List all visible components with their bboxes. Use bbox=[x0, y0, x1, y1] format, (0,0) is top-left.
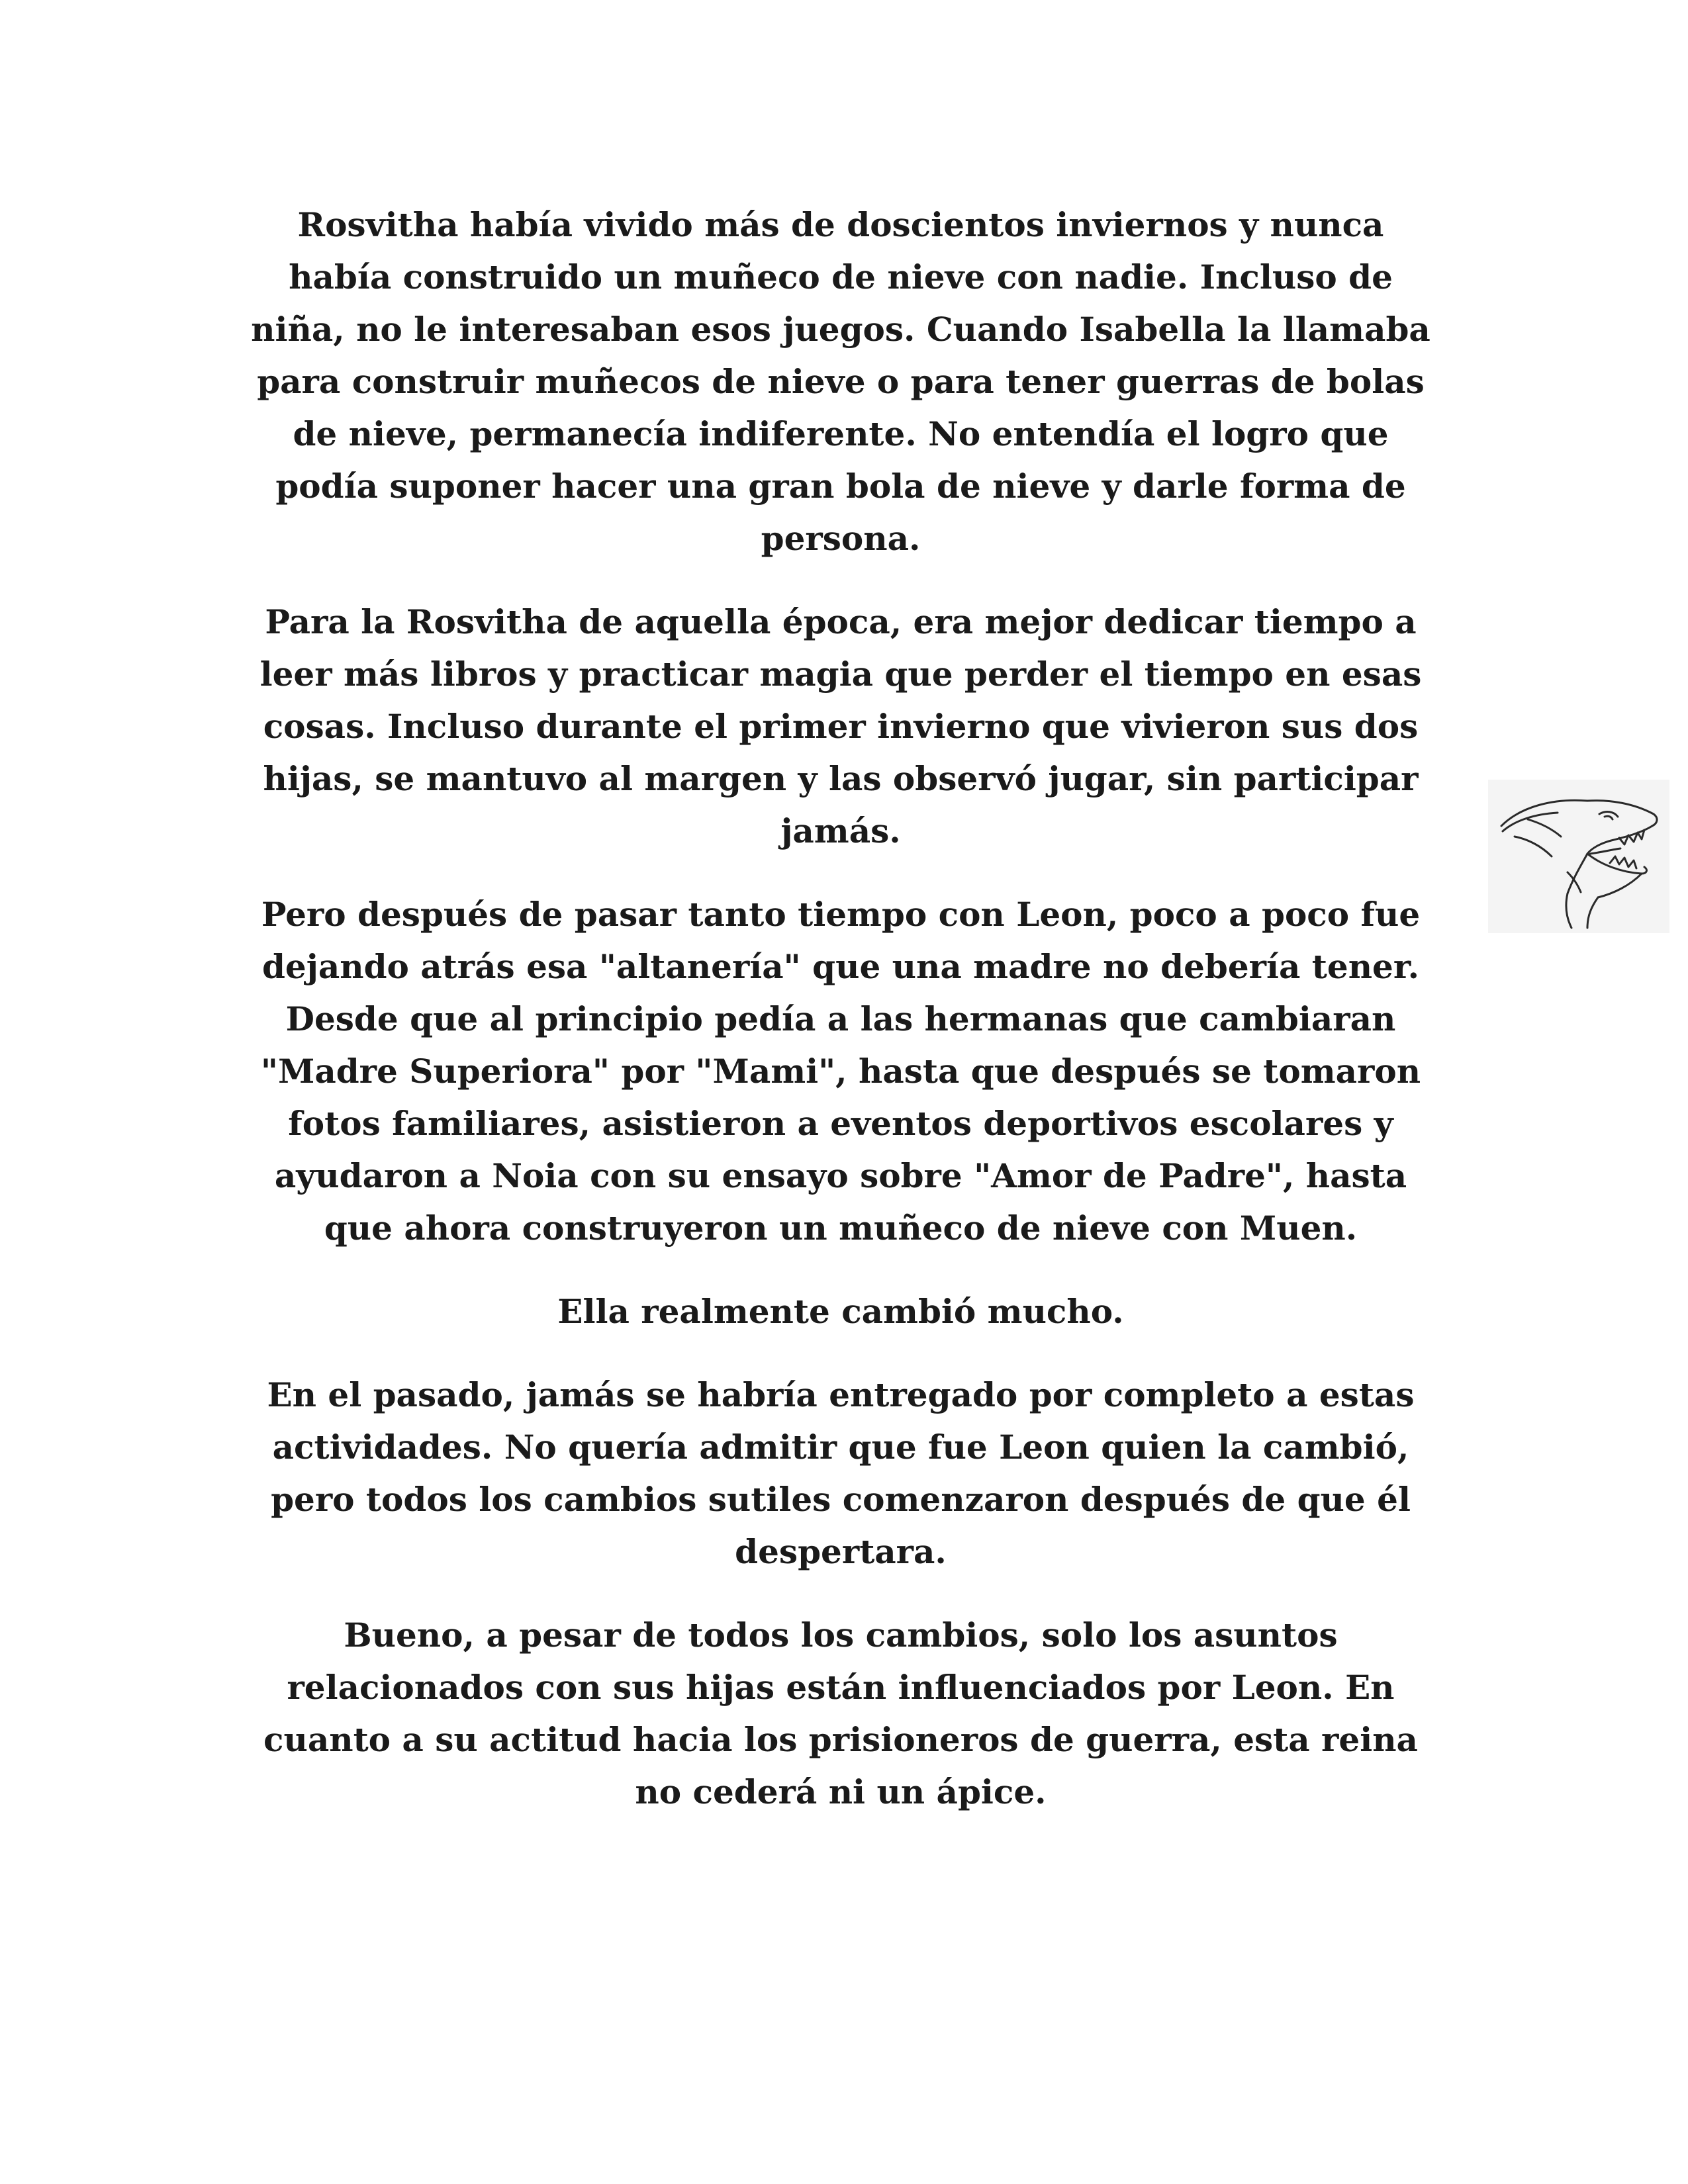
text-line: no cederá ni un ápice. bbox=[635, 1772, 1047, 1811]
text-line: dejando atrás esa "altanería" que una madre no debería tener. bbox=[261, 947, 1420, 986]
text-line: para construir muñecos de nieve o para tener guerras de bolas bbox=[257, 362, 1425, 401]
text-line: Bueno, a pesar de todos los cambios, solo los asuntos bbox=[344, 1615, 1338, 1655]
text-line: actividades. No quería admitir que fue Leon quien la cambió, bbox=[272, 1428, 1409, 1467]
paragraph-2 bbox=[225, 596, 1456, 857]
text-line: que ahora construyeron un muñeco de nieve con Muen. bbox=[324, 1208, 1358, 1248]
text-line: "Madre Superiora" por "Mami", hasta que después se tomaron bbox=[260, 1052, 1421, 1091]
paragraph-5 bbox=[225, 1369, 1456, 1578]
dinosaur-watermark bbox=[1488, 780, 1669, 933]
text-line: fotos familiares, asistieron a eventos deportivos escolares y bbox=[288, 1104, 1393, 1143]
text-line: cuanto a su actitud hacia los prisioneros de guerra, esta reina bbox=[263, 1720, 1418, 1759]
text-line: Desde que al principio pedía a las hermanas que cambiaran bbox=[285, 999, 1396, 1038]
text-line: de nieve, permanecía indiferente. No entendía el logro que bbox=[293, 414, 1389, 453]
text-line: niña, no le interesaban esos juegos. Cuando Isabella la llamaba bbox=[251, 310, 1430, 349]
text-line: En el pasado, jamás se habría entregado por completo a estas bbox=[267, 1375, 1415, 1414]
text-line: relacionados con sus hijas están influenciados por Leon. En bbox=[287, 1668, 1395, 1707]
text-line: persona. bbox=[761, 519, 921, 558]
text-line: Rosvitha había vivido más de doscientos inviernos y nunca bbox=[297, 205, 1384, 244]
paragraph-3 bbox=[225, 888, 1456, 1254]
text-line: despertara. bbox=[735, 1532, 947, 1571]
body-text bbox=[225, 199, 1456, 1849]
text-line: leer más libros y practicar magia que perder el tiempo en esas bbox=[259, 655, 1422, 694]
text-line: Para la Rosvitha de aquella época, era mejor dedicar tiempo a bbox=[265, 602, 1417, 641]
text-line: cosas. Incluso durante el primer invierno que vivieron sus dos bbox=[263, 707, 1419, 746]
text-line: podía suponer hacer una gran bola de nieve y darle forma de bbox=[275, 467, 1406, 506]
paragraph-6 bbox=[225, 1609, 1456, 1818]
text-line: había construido un muñeco de nieve con nadie. Incluso de bbox=[289, 257, 1393, 296]
text-line: jamás. bbox=[780, 811, 901, 850]
dinosaur-head-icon bbox=[1488, 780, 1669, 933]
text-line: Pero después de pasar tanto tiempo con Leon, poco a poco fue bbox=[261, 895, 1421, 934]
text-line: ayudaron a Noia con su ensayo sobre "Amor de Padre", hasta bbox=[274, 1156, 1407, 1195]
text-line: pero todos los cambios sutiles comenzaron después de que él bbox=[271, 1480, 1411, 1519]
text-line: hijas, se mantuvo al margen y las observó jugar, sin participar bbox=[263, 759, 1419, 798]
text-line: Ella realmente cambió mucho. bbox=[557, 1292, 1124, 1331]
paragraph-1 bbox=[225, 199, 1456, 565]
paragraph-4 bbox=[225, 1285, 1456, 1338]
